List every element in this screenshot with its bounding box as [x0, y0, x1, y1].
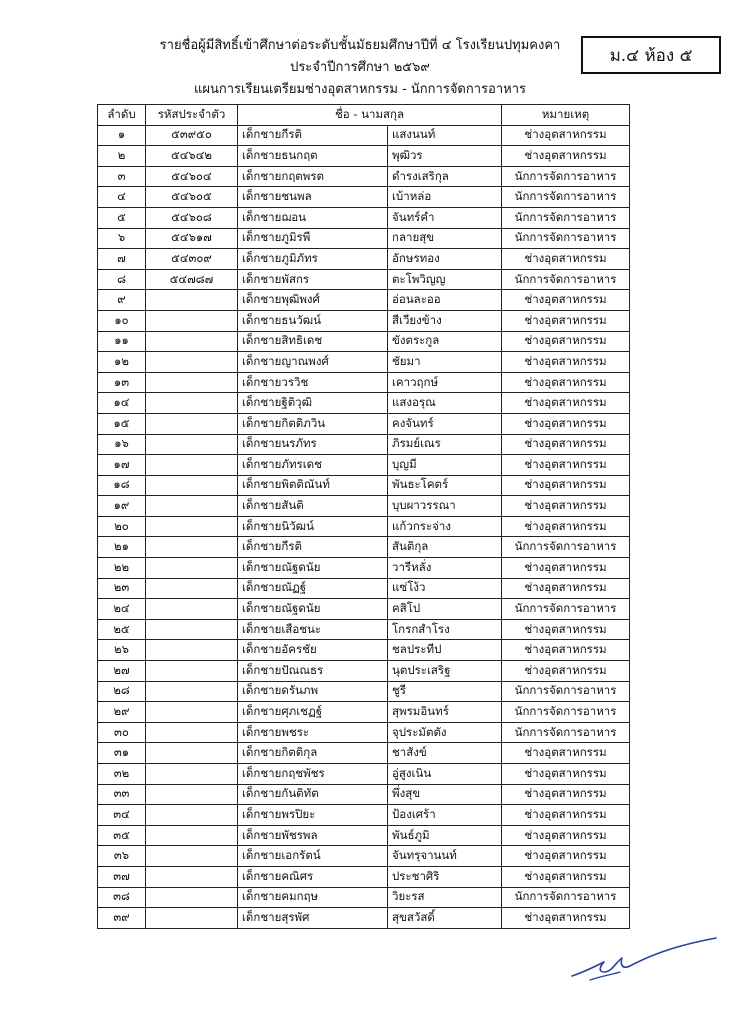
table-row — [98, 496, 630, 517]
row-note: ช่างอุตสาหกรรม — [502, 496, 630, 517]
row-note: ช่างอุตสาหกรรม — [502, 249, 630, 270]
row-student-id: ๕๔๖๐๕ — [146, 187, 238, 208]
row-first-name: เด็กชายภูมิรพี — [238, 228, 388, 249]
row-note: ช่างอุตสาหกรรม — [502, 908, 630, 929]
row-last-name: สุขสวัสดิ์ — [388, 908, 502, 929]
row-number: ๒๗ — [98, 661, 146, 682]
row-student-id — [146, 681, 238, 702]
row-number: ๓๘ — [98, 887, 146, 908]
row-last-name: กลายสุข — [388, 228, 502, 249]
row-note: นักการจัดการอาหาร — [502, 702, 630, 723]
row-student-id — [146, 475, 238, 496]
table-row — [98, 125, 630, 146]
row-note: ช่างอุตสาหกรรม — [502, 661, 630, 682]
row-student-id — [146, 764, 238, 785]
row-last-name: คสิโป — [388, 599, 502, 620]
column-header-name: ชื่อ - นามสกุล — [238, 105, 502, 126]
row-note: ช่างอุตสาหกรรม — [502, 331, 630, 352]
row-student-id — [146, 537, 238, 558]
row-last-name: บุญมี — [388, 455, 502, 476]
row-first-name: เด็กชายฌอน — [238, 207, 388, 228]
row-student-id — [146, 558, 238, 579]
row-note: ช่างอุตสาหกรรม — [502, 125, 630, 146]
table-row — [98, 764, 630, 785]
row-last-name: เบ้าหล่อ — [388, 187, 502, 208]
table-row — [98, 599, 630, 620]
row-student-id: ๕๔๖๑๗ — [146, 228, 238, 249]
table-row — [98, 166, 630, 187]
row-note: นักการจัดการอาหาร — [502, 722, 630, 743]
row-first-name: เด็กชายกฤตพรต — [238, 166, 388, 187]
table-row — [98, 413, 630, 434]
row-first-name: เด็กชายสุรพัศ — [238, 908, 388, 929]
row-first-name: เด็กชายณัฏฐ์ — [238, 578, 388, 599]
row-student-id — [146, 640, 238, 661]
row-number: ๓๑ — [98, 743, 146, 764]
row-note: ช่างอุตสาหกรรม — [502, 516, 630, 537]
row-note: ช่างอุตสาหกรรม — [502, 455, 630, 476]
row-first-name: เด็กชายพรปิยะ — [238, 805, 388, 826]
row-note: ช่างอุตสาหกรรม — [502, 352, 630, 373]
row-number: ๒๐ — [98, 516, 146, 537]
row-number: ๑๙ — [98, 496, 146, 517]
row-number: ๒๕ — [98, 619, 146, 640]
row-first-name: เด็กชายปัณณธร — [238, 661, 388, 682]
row-student-id — [146, 887, 238, 908]
row-student-id — [146, 310, 238, 331]
row-last-name: ชลประทีป — [388, 640, 502, 661]
row-first-name: เด็กชายสันติ — [238, 496, 388, 517]
row-number: ๓๗ — [98, 866, 146, 887]
row-note: ช่างอุตสาหกรรม — [502, 866, 630, 887]
table-header-row — [98, 105, 630, 126]
row-student-id — [146, 784, 238, 805]
row-last-name: พุฒิวร — [388, 146, 502, 167]
row-student-id — [146, 722, 238, 743]
row-last-name: อู่สูงเนิน — [388, 764, 502, 785]
row-student-id — [146, 908, 238, 929]
row-last-name: จุประมัตตัง — [388, 722, 502, 743]
row-last-name: คงจันทร์ — [388, 413, 502, 434]
row-first-name: เด็กชายนรภัทร — [238, 434, 388, 455]
row-number: ๗ — [98, 249, 146, 270]
row-last-name: แสงอรุณ — [388, 393, 502, 414]
row-number: ๓ — [98, 166, 146, 187]
table-row — [98, 249, 630, 270]
row-last-name: อักษรทอง — [388, 249, 502, 270]
row-student-id: ๕๔๗๘๗ — [146, 269, 238, 290]
row-student-id — [146, 455, 238, 476]
row-number: ๑ — [98, 125, 146, 146]
row-student-id: ๕๓๙๕๐ — [146, 125, 238, 146]
table-row — [98, 743, 630, 764]
table-row — [98, 434, 630, 455]
row-number: ๒๓ — [98, 578, 146, 599]
column-header-no: ลำดับ — [98, 105, 146, 126]
row-first-name: เด็กชายณัฐดนัย — [238, 558, 388, 579]
row-student-id: ๕๔๖๐๔ — [146, 166, 238, 187]
row-first-name: เด็กชายชนพล — [238, 187, 388, 208]
document-title — [150, 36, 570, 100]
table-row — [98, 578, 630, 599]
row-student-id — [146, 516, 238, 537]
row-student-id — [146, 434, 238, 455]
table-row — [98, 866, 630, 887]
row-note: นักการจัดการอาหาร — [502, 228, 630, 249]
table-row — [98, 228, 630, 249]
row-last-name: สันติกุล — [388, 537, 502, 558]
row-note: ช่างอุตสาหกรรม — [502, 764, 630, 785]
room-label: ม.๔ ห้อง ๕ — [609, 45, 693, 66]
row-last-name: สุพรมอินทร์ — [388, 702, 502, 723]
row-number: ๒๒ — [98, 558, 146, 579]
row-number: ๓๔ — [98, 805, 146, 826]
row-first-name: เด็กชายฐิติวุฒิ — [238, 393, 388, 414]
row-number: ๑๗ — [98, 455, 146, 476]
row-first-name: เด็กชายภัทรเดช — [238, 455, 388, 476]
row-last-name: ประชาศิริ — [388, 866, 502, 887]
table-row — [98, 455, 630, 476]
row-last-name: เคาวฤกษ์ — [388, 372, 502, 393]
column-header-note: หมายเหตุ — [502, 105, 630, 126]
row-student-id — [146, 805, 238, 826]
table-row — [98, 722, 630, 743]
table-row — [98, 887, 630, 908]
row-first-name: เด็กชายวรวิช — [238, 372, 388, 393]
row-student-id: ๕๔๓๐๙ — [146, 249, 238, 270]
table-row — [98, 846, 630, 867]
row-last-name: ภิรมย์เณร — [388, 434, 502, 455]
row-note: ช่างอุตสาหกรรม — [502, 640, 630, 661]
row-student-id — [146, 496, 238, 517]
row-last-name: แสงนนท์ — [388, 125, 502, 146]
row-note: ช่างอุตสาหกรรม — [502, 475, 630, 496]
row-note: ช่างอุตสาหกรรม — [502, 784, 630, 805]
row-number: ๓๕ — [98, 825, 146, 846]
row-note: ช่างอุตสาหกรรม — [502, 372, 630, 393]
row-student-id — [146, 352, 238, 373]
row-note: นักการจัดการอาหาร — [502, 166, 630, 187]
row-first-name: เด็กชายกิตติภวิน — [238, 413, 388, 434]
column-header-student-id: รหัสประจำตัว — [146, 105, 238, 126]
table-body — [98, 125, 630, 928]
row-last-name: สีเวียงข้าง — [388, 310, 502, 331]
table-row — [98, 537, 630, 558]
row-last-name: ชาสังข์ — [388, 743, 502, 764]
row-student-id — [146, 290, 238, 311]
row-note: ช่างอุตสาหกรรม — [502, 825, 630, 846]
row-last-name: ดำรงเสริกุล — [388, 166, 502, 187]
row-first-name: เด็กชายพัชรพล — [238, 825, 388, 846]
table-row — [98, 146, 630, 167]
row-student-id: ๕๔๖๔๒ — [146, 146, 238, 167]
student-roster-table — [97, 104, 630, 929]
row-last-name: ชูรี — [388, 681, 502, 702]
row-student-id: ๕๔๖๐๘ — [146, 207, 238, 228]
row-note: ช่างอุตสาหกรรม — [502, 578, 630, 599]
row-note: นักการจัดการอาหาร — [502, 269, 630, 290]
row-last-name: ชัยมา — [388, 352, 502, 373]
room-label-box — [581, 36, 721, 74]
row-first-name: เด็กชายพัสกร — [238, 269, 388, 290]
row-last-name: นุตประเสริฐ — [388, 661, 502, 682]
table-row — [98, 784, 630, 805]
row-student-id — [146, 331, 238, 352]
row-number: ๓๒ — [98, 764, 146, 785]
row-note: ช่างอุตสาหกรรม — [502, 310, 630, 331]
row-student-id — [146, 825, 238, 846]
table-row — [98, 393, 630, 414]
row-first-name: เด็กชายคณิศร — [238, 866, 388, 887]
row-number: ๑๔ — [98, 393, 146, 414]
table-row — [98, 619, 630, 640]
table-row — [98, 372, 630, 393]
row-number: ๒๙ — [98, 702, 146, 723]
row-last-name: พันธะโคตร์ — [388, 475, 502, 496]
row-number: ๑๘ — [98, 475, 146, 496]
table-row — [98, 290, 630, 311]
table-row — [98, 908, 630, 929]
row-student-id — [146, 866, 238, 887]
row-number: ๑๒ — [98, 352, 146, 373]
row-student-id — [146, 413, 238, 434]
row-student-id — [146, 393, 238, 414]
row-last-name: อ่อนละออ — [388, 290, 502, 311]
table-row — [98, 661, 630, 682]
title-line-3: แผนการเรียนเตรียมช่างอุตสาหกรรม - นักการจัดการอาหาร — [194, 82, 526, 97]
row-first-name: เด็กชายเอกรัตน์ — [238, 846, 388, 867]
row-first-name: เด็กชายภูมิภัทร — [238, 249, 388, 270]
table-row — [98, 187, 630, 208]
row-number: ๒๘ — [98, 681, 146, 702]
row-first-name: เด็กชายเสือชนะ — [238, 619, 388, 640]
row-number: ๖ — [98, 228, 146, 249]
row-number: ๒ — [98, 146, 146, 167]
row-number: ๓๓ — [98, 784, 146, 805]
row-first-name: เด็กชายกีรติ — [238, 125, 388, 146]
title-line-1: รายชื่อผู้มีสิทธิ์เข้าศึกษาต่อระดับชั้นมัธยมศึกษาปีที่ ๔ โรงเรียนปทุมคงคา — [159, 38, 561, 53]
row-number: ๘ — [98, 269, 146, 290]
row-note: นักการจัดการอาหาร — [502, 681, 630, 702]
row-note: นักการจัดการอาหาร — [502, 887, 630, 908]
row-first-name: เด็กชายธนวัฒน์ — [238, 310, 388, 331]
row-note: ช่างอุตสาหกรรม — [502, 619, 630, 640]
row-last-name: โกรกสำโรง — [388, 619, 502, 640]
row-note: ช่างอุตสาหกรรม — [502, 290, 630, 311]
row-student-id — [146, 619, 238, 640]
table-row — [98, 352, 630, 373]
row-number: ๒๔ — [98, 599, 146, 620]
row-number: ๔ — [98, 187, 146, 208]
table-row — [98, 805, 630, 826]
table-row — [98, 558, 630, 579]
row-student-id — [146, 661, 238, 682]
table-row — [98, 310, 630, 331]
row-note: นักการจัดการอาหาร — [502, 207, 630, 228]
row-last-name: ป้องเศร้า — [388, 805, 502, 826]
row-number: ๓๐ — [98, 722, 146, 743]
row-number: ๒๖ — [98, 640, 146, 661]
row-first-name: เด็กชายดรันภพ — [238, 681, 388, 702]
row-note: ช่างอุตสาหกรรม — [502, 146, 630, 167]
row-last-name: วารีหลั่ง — [388, 558, 502, 579]
row-number: ๙ — [98, 290, 146, 311]
row-number: ๓๖ — [98, 846, 146, 867]
row-first-name: เด็กชายพิตติณันท์ — [238, 475, 388, 496]
row-last-name: บุบผาวรรณา — [388, 496, 502, 517]
table-row — [98, 207, 630, 228]
row-last-name: จันทรุจานนท์ — [388, 846, 502, 867]
row-number: ๑๖ — [98, 434, 146, 455]
row-note: ช่างอุตสาหกรรม — [502, 743, 630, 764]
row-last-name: แก้วกระจ่าง — [388, 516, 502, 537]
row-first-name: เด็กชายพุฒิพงศ์ — [238, 290, 388, 311]
table-row — [98, 475, 630, 496]
row-last-name: พันธ์ภูมิ — [388, 825, 502, 846]
row-number: ๑๑ — [98, 331, 146, 352]
table-row — [98, 681, 630, 702]
signature-mark — [560, 932, 720, 992]
title-line-2: ประจำปีการศึกษา ๒๕๖๙ — [290, 60, 430, 75]
table-row — [98, 702, 630, 723]
row-student-id — [146, 578, 238, 599]
row-first-name: เด็กชายกฤชพัชร — [238, 764, 388, 785]
row-first-name: เด็กชายณัฐดนัย — [238, 599, 388, 620]
row-last-name: แซ่โง้ว — [388, 578, 502, 599]
row-first-name: เด็กชายคมกฤษ — [238, 887, 388, 908]
row-number: ๓๙ — [98, 908, 146, 929]
row-number: ๑๕ — [98, 413, 146, 434]
row-note: นักการจัดการอาหาร — [502, 537, 630, 558]
row-number: ๕ — [98, 207, 146, 228]
row-number: ๒๑ — [98, 537, 146, 558]
row-first-name: เด็กชายนิวัฒน์ — [238, 516, 388, 537]
row-note: นักการจัดการอาหาร — [502, 599, 630, 620]
row-student-id — [146, 702, 238, 723]
table-row — [98, 331, 630, 352]
row-note: ช่างอุตสาหกรรม — [502, 846, 630, 867]
row-first-name: เด็กชายกันติทัต — [238, 784, 388, 805]
row-first-name: เด็กชายสิทธิเดช — [238, 331, 388, 352]
row-first-name: เด็กชายญาณพงศ์ — [238, 352, 388, 373]
table-row — [98, 516, 630, 537]
row-student-id — [146, 743, 238, 764]
row-last-name: ขังตระกูล — [388, 331, 502, 352]
row-first-name: เด็กชายธนกฤต — [238, 146, 388, 167]
row-note: ช่างอุตสาหกรรม — [502, 413, 630, 434]
row-student-id — [146, 372, 238, 393]
row-last-name: จันทร์คำ — [388, 207, 502, 228]
row-note: ช่างอุตสาหกรรม — [502, 434, 630, 455]
row-number: ๑๐ — [98, 310, 146, 331]
row-first-name: เด็กชายพชระ — [238, 722, 388, 743]
row-student-id — [146, 599, 238, 620]
row-last-name: พึ่งสุข — [388, 784, 502, 805]
row-note: นักการจัดการอาหาร — [502, 187, 630, 208]
table-row — [98, 825, 630, 846]
row-first-name: เด็กชายศุภเชฏฐ์ — [238, 702, 388, 723]
row-first-name: เด็กชายอัครชัย — [238, 640, 388, 661]
row-last-name: วิยะรส — [388, 887, 502, 908]
row-first-name: เด็กชายกิตติกุล — [238, 743, 388, 764]
row-first-name: เด็กชายกีรติ — [238, 537, 388, 558]
row-student-id — [146, 846, 238, 867]
row-note: ช่างอุตสาหกรรม — [502, 558, 630, 579]
table-row — [98, 640, 630, 661]
row-note: ช่างอุตสาหกรรม — [502, 393, 630, 414]
row-last-name: ตะโพวิญญ — [388, 269, 502, 290]
row-number: ๑๓ — [98, 372, 146, 393]
row-note: ช่างอุตสาหกรรม — [502, 805, 630, 826]
table-row — [98, 269, 630, 290]
